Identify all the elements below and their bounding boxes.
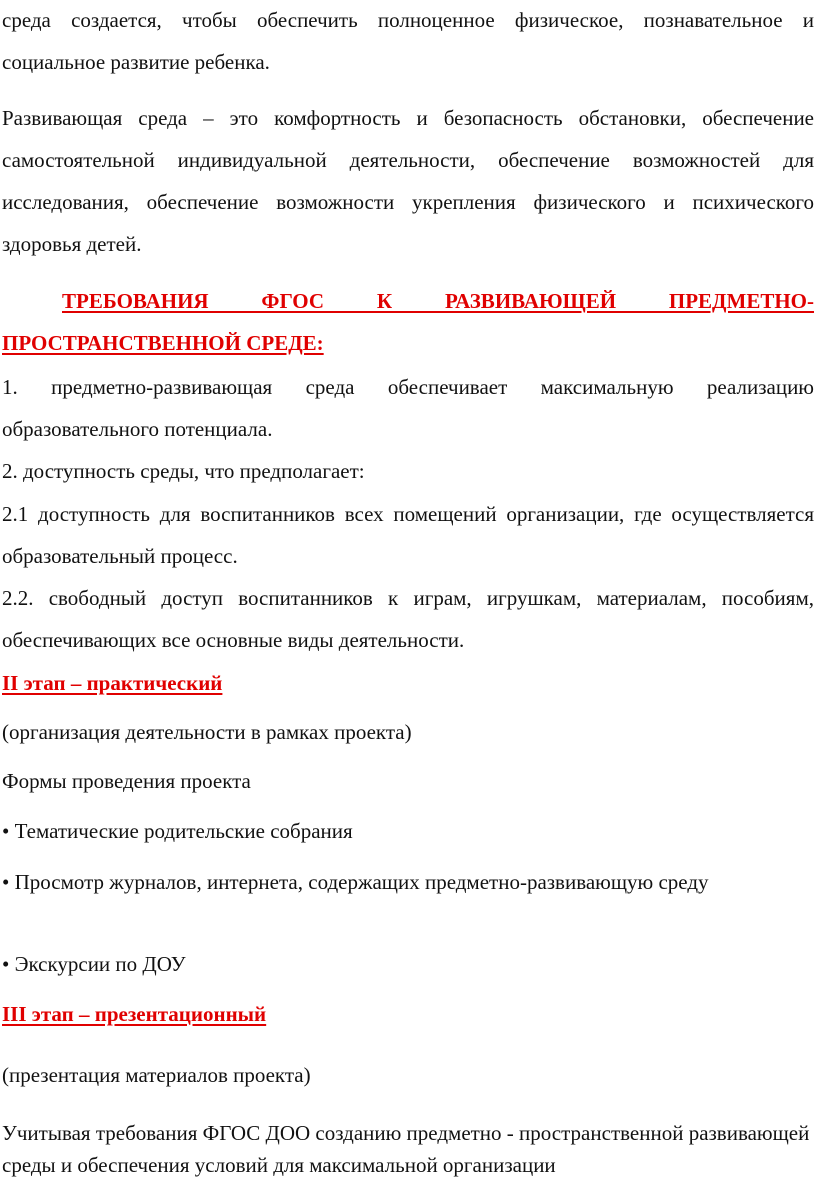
bullet-item: • Просмотр журналов, интернета, содержащих предметно-развивающую среду: [2, 870, 709, 894]
stage-3-subtitle: (презентация материалов проекта): [2, 1063, 311, 1087]
stage-2-heading: II этап – практический: [2, 671, 223, 695]
bullet-item: • Экскурсии по ДОУ: [2, 952, 186, 976]
stage-3-heading: III этап – презентационный: [2, 1002, 267, 1026]
requirement-item-1: 1. предметно-развивающая среда обеспечивает максимальную реализацию образовательного потенциала.: [2, 375, 814, 441]
stage-2-subtitle: (организация деятельности в рамках проекта): [2, 720, 412, 744]
bullet-item: • Тематические родительские собрания: [2, 819, 353, 843]
requirements-heading: ТРЕБОВАНИЯ ФГОС К РАЗВИВАЮЩЕЙ ПРЕДМЕТНО-ПРОСТРАНСТВЕННОЙ СРЕДЕ:: [2, 289, 814, 355]
forms-title: Формы проведения проекта: [2, 769, 251, 793]
requirement-item-2-2: 2.2. свободный доступ воспитанников к играм, игрушкам, материалам, пособиям, обеспечивающих все основные виды деятельности.: [2, 586, 814, 652]
intro-paragraph: среда создается, чтобы обеспечить полноценное физическое, познавательное и социальное развитие ребенка.: [2, 8, 814, 74]
requirement-item-2: 2. доступность среды, что предполагает:: [2, 459, 365, 483]
developing-environment-paragraph: Развивающая среда – это комфортность и безопасность обстановки, обеспечение самостоятельной индивидуальной деятельности, обеспечение возможностей для исследования, обеспечение возможности укрепления физического и психического здоровья детей.: [2, 106, 814, 256]
requirement-item-2-1: 2.1 доступность для воспитанников всех помещений организации, где осуществляется образовательный процесс.: [2, 502, 814, 568]
closing-paragraph: Учитывая требования ФГОС ДОО созданию предметно - пространственной развивающей среды и обеспечения условий для максимальной организации: [2, 1121, 810, 1177]
